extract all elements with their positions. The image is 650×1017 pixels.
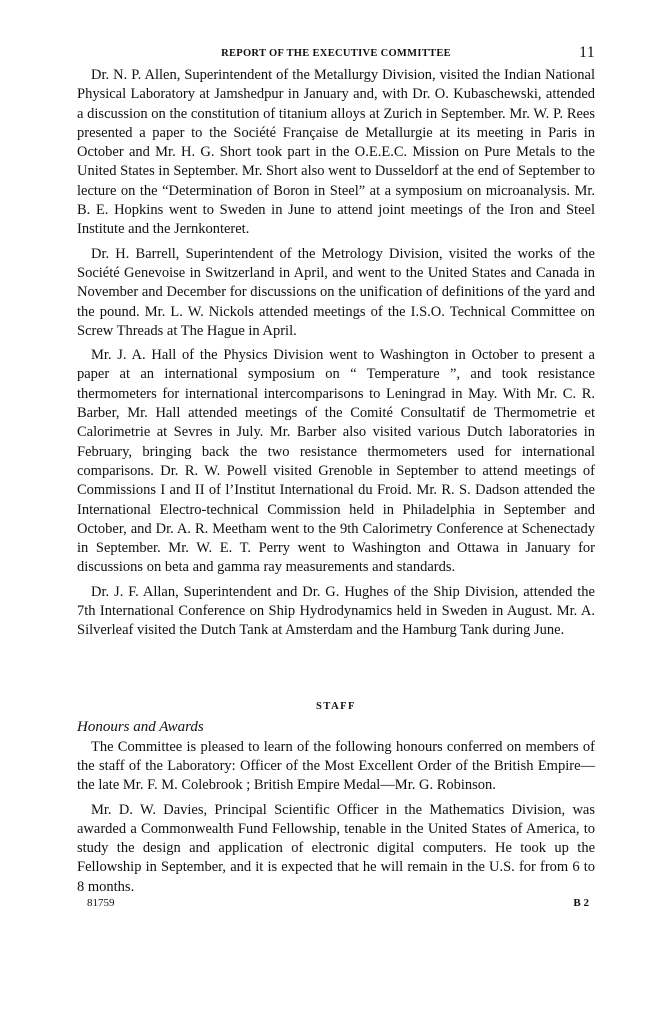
page-number: 11: [578, 44, 595, 61]
page-footer: [77, 897, 595, 915]
document-page: [77, 44, 595, 915]
paragraph-physics: Mr. J. A. Hall of the Physics Division went to Washington in October to present a paper at an international symposium on “ Temperature ”, and took resistance thermometers for international intercomparisons to Leningrad in May. With Mr. C. R. Barber, Mr. Hall attended meetings of the Comité Consultatif de Thermometrie et Calorimetrie at Sevres in July. Mr. Barber also visited various Dutch laboratories in February, bringing back the two resistance thermometers used for international comparisons. Dr. R. W. Powell visited Grenoble in September to attend meetings of Commissions I and II of l’Institut International du Froid. Mr. R. S. Dadson attended the International Electro-technical Commission held in Philadelphia in September and October, and Dr. A. R. Meetham went to the 9th Calorimetry Conference at Schenectady in September. Mr. W. E. T. Perry went to Washington and Ottawa in January for discussions on beta and gamma ray measurements and standards.: [77, 347, 595, 576]
print-code: 81759: [87, 896, 115, 909]
paragraph-metallurgy: Dr. N. P. Allen, Superintendent of the Metallurgy Division, visited the Indian National Physical Laboratory at Jamshedpur in January and, with Dr. O. Kubaschewski, attended a discussion on the constitution of titanium alloys at Zurich in September. Mr. W. P. Rees presented a paper to the Société Française de Metallurgie at its meeting in Paris in October and Mr. H. G. Short took part in the O.E.E.C. Mission on Pure Metals to the United States in September. Mr. Short also went to Dusseldorf at the end of September to lecture on the “Determination of Boron in Steel” at a symposium on microanalysis. Mr. B. E. Hopkins went to Sweden in June to attend joint meetings of the Iron and Steel Institute and the Jernkonteret.: [77, 67, 595, 238]
paragraph-ship-division: Dr. J. F. Allan, Superintendent and Dr. G. Hughes of the Ship Division, attended the 7th International Conference on Ship Hydrodynamics held in Sweden in August. Mr. A. Silverleaf visited the Dutch Tank at Amsterdam and the Hamburg Tank during June.: [77, 583, 595, 639]
section-heading-staff: STAFF: [316, 700, 356, 712]
subheading-honours-awards: Honours and Awards: [77, 718, 204, 735]
running-header: [77, 44, 595, 66]
paragraph-honours: The Committee is pleased to learn of the following honours conferred on members of the staff of the Laboratory: Officer of the Most Excellent Order of the British Empire—the late Mr. F. M. Colebrook ; British Empire Medal—Mr. G. Robinson.: [77, 738, 595, 794]
paragraph-metrology: Dr. H. Barrell, Superintendent of the Metrology Division, visited the works of the Société Genevoise in Switzerland in April, and went to the United States and Canada in November and December for discussions on the unification of definitions of the yard and the pound. Mr. L. W. Nickols attended meetings of the I.S.O. Technical Committee on Screw Threads at The Hague in April.: [77, 245, 595, 339]
running-title: REPORT OF THE EXECUTIVE COMMITTEE: [221, 48, 451, 59]
signature-mark: B 2: [573, 896, 589, 909]
paragraph-fellowship: Mr. D. W. Davies, Principal Scientific Officer in the Mathematics Division, was awarded a Commonwealth Fund Fellowship, tenable in the United States of America, to study the design and application of electronic digital computers. He took up the Fellowship in September, and it is expected that he will remain in the U.S. for from 6 to 8 months.: [77, 801, 595, 895]
